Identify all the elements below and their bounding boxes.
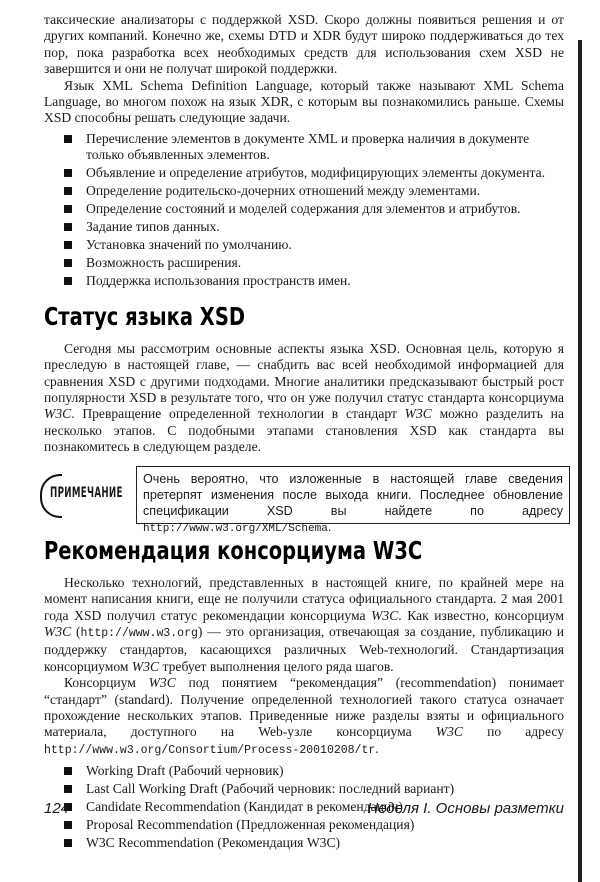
page-content <box>44 12 564 853</box>
list-item: Установка значений по умолчанию. <box>44 237 564 254</box>
page-number: 124 <box>44 800 70 817</box>
bullet-square-icon <box>64 277 72 285</box>
bullet-square-icon <box>64 785 72 793</box>
page-edge-shadow <box>578 40 582 882</box>
bullet-square-icon <box>64 135 72 143</box>
running-head: Неделя I. Основы разметки <box>367 800 564 817</box>
bullet-square-icon <box>64 187 72 195</box>
list-item: W3C Recommendation (Рекомендация W3C) <box>44 835 564 852</box>
list-item: Определение родительско-дочерних отношений между элементами. <box>44 183 564 200</box>
note-label-text: ПРИМЕЧАНИЕ <box>50 484 123 501</box>
bullet-square-icon <box>64 767 72 775</box>
bullet-square-icon <box>64 241 72 249</box>
bullet-square-icon <box>64 223 72 231</box>
note-url: http://www.w3.org/XML/Schema <box>143 522 328 535</box>
paragraph-recommendation: Несколько технологий, представленных в настоящей книге, по крайней мере на момент написания книги, еще не получили статуса официального стандарта. 2 мая 2001 года XSD получил статус рекомендации консорциума W3C. Как известно, консорциум W3C (http://www.w3.org) — это организация, отвечающая за создание, публикацию и поддержку стандартов, касающихся различных Web-технологий. Стандартизация консорциумом W3C требует выполнения целого ряда шагов. <box>44 574 564 674</box>
paragraph-status: Сегодня мы рассмотрим основные аспекты языка XSD. Основная цель, которую я преследую в настоящей главе, — снабдить вас всей необходимой информацией для сравнения XSD с другими подходами. Многие аналитики предсказывают быстрый рост популярности XSD в результате того, что он уже получил статус стандарта консорциума W3C. Превращение определенной технологии в стандарт W3C можно разделить на несколько этапов. С подобными этапами становления XSD как стандарта вы познакомитесь в следующем разделе. <box>44 340 564 455</box>
heading-xsd-status: Статус языка XSD <box>44 301 246 331</box>
list-item: Перечисление элементов в документе XML и проверка наличия в документе только объявленных элементов. <box>44 131 564 164</box>
list-item: Задание типов данных. <box>44 219 564 236</box>
note-box: Очень вероятно, что изложенные в настоящей главе сведения претерпят изменения после выхода книги. Последнее обновление спецификации XSD вы найдете по адресу http://www.w3.org/XML/Schema. <box>136 466 570 524</box>
list-item: Возможность расширения. <box>44 255 564 272</box>
note-label <box>38 474 130 514</box>
paragraph-recommendation-stages: Консорциум W3C под понятием “рекомендация” (recommendation) понимает “стандарт” (standard). Получение определенной технологией такого статуса означает прохождение нескольких этапов. Приведенные ниже разделы взяты и официального материала, доступного на Web-узле консорциума W3C по адресу http://www.w3.org/Consortium/Process-20010208/tr. <box>44 675 565 757</box>
list-item: Proposal Recommendation (Предложенная рекомендация) <box>44 817 564 834</box>
list-item: Working Draft (Рабочий черновик) <box>44 763 564 780</box>
bullet-square-icon <box>64 259 72 267</box>
process-url: http://www.w3.org/Consortium/Process-20010208/tr <box>44 743 376 757</box>
heading-w3c-recommendation: Рекомендация консорциума W3C <box>44 535 423 565</box>
list-item: Last Call Working Draft (Рабочий черновик: последний вариант) <box>44 781 564 798</box>
xsd-tasks-list <box>44 131 564 290</box>
bullet-square-icon <box>64 839 72 847</box>
paragraph-intro-continued: таксические анализаторы с поддержкой XSD. Скоро должны появиться решения и от других компаний. Конечно же, схемы DTD и XDR будут широко поддерживаться до тех пор, пока разработка всех необходимых средств для использования схем XSD не завершится и они не получат широкой поддержки. <box>44 12 564 77</box>
list-item: Candidate Recommendation (Кандидат в рекомендации) <box>44 799 564 816</box>
list-item: Объявление и определение атрибутов, модифицирующих элементы документа. <box>44 165 564 182</box>
bullet-square-icon <box>64 821 72 829</box>
page-footer <box>44 800 564 820</box>
w3c-url: http://www.w3.org <box>80 626 198 640</box>
paragraph-xsd-language: Язык XML Schema Definition Language, который также называют XML Schema Language, во многом похож на язык XDR, с которым вы познакомились раньше. Схемы XSD способны решать следующие задачи. <box>44 77 564 126</box>
note-callout <box>44 466 564 535</box>
list-item: Определение состояний и моделей содержания для элементов и атрибутов. <box>44 201 564 218</box>
bullet-square-icon <box>64 205 72 213</box>
bullet-square-icon <box>64 169 72 177</box>
list-item: Поддержка использования пространств имен. <box>44 273 564 290</box>
